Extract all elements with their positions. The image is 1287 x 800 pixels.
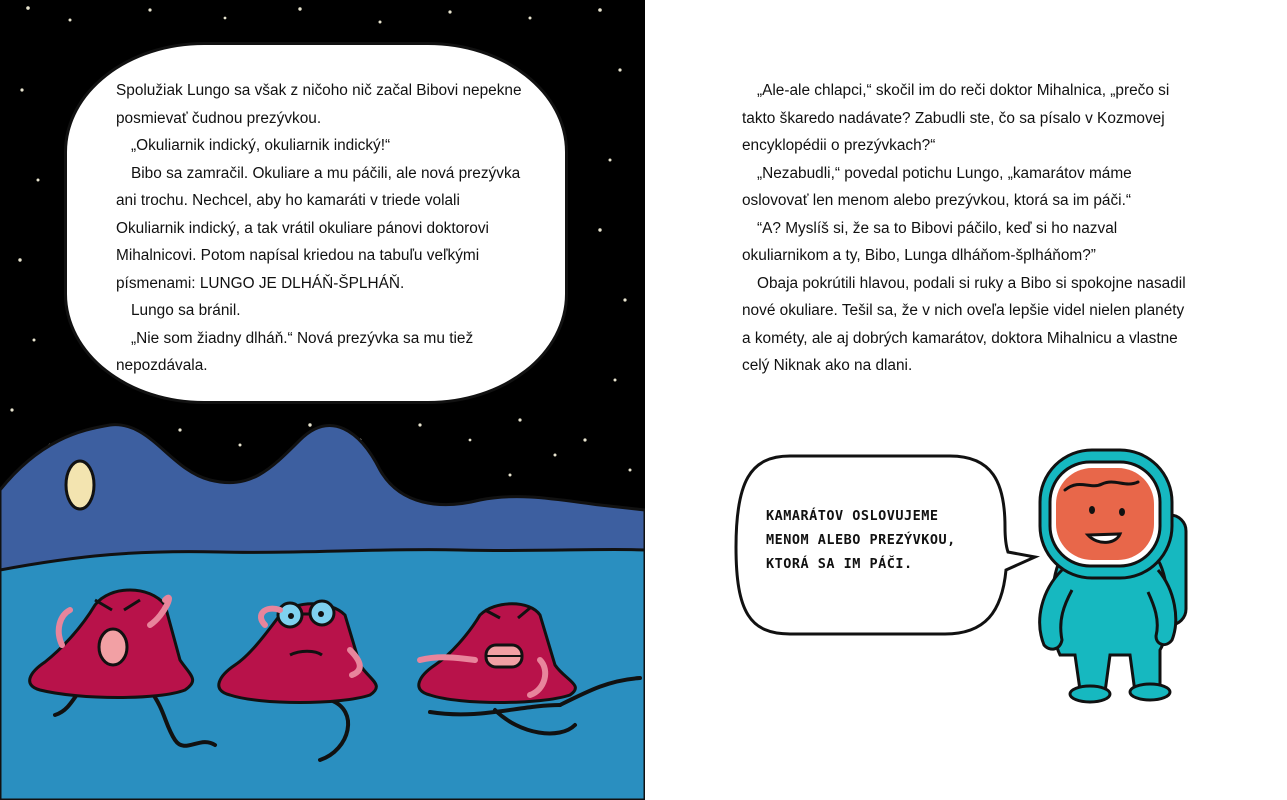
- speech-bubble-text: [766, 504, 1006, 576]
- paragraph: Spolužiak Lungo sa však z ničoho nič začal Bibovi nepekne posmievať čudnou prezývkou.: [116, 82, 522, 127]
- left-page-text: [116, 77, 526, 380]
- paragraph: Bibo sa zamračil. Okuliare a mu páčili, ale nová prezývka ani trochu. Nechcel, aby ho kamaráti v triede volali Okuliarnik indický, a tak vrátil okuliare pánovi doktorovi Mihalnicovi. Potom napísal kriedou na tabuľu veľkými písmenami: LUNGO JE DLHÁŇ-ŠPLHÁŇ.: [116, 164, 521, 292]
- paragraph: “A? Myslíš si, že sa to Bibovi páčilo, keď si ho nazval okuliarnikom a ty, Bibo, Lunga dlháňom-šplháňom?”: [742, 219, 1118, 264]
- speech-line: KAMARÁTOV OSLOVUJEME: [766, 508, 939, 524]
- speech-line: MENOM ALEBO PREZÝVKOU,: [766, 532, 956, 548]
- paragraph: Obaja pokrútili hlavou, podali si ruky a Bibo si spokojne nasadil nové okuliare. Tešil sa, že v nich oveľa lepšie videl nielen planéty a kométy, ale aj dobrých kamarátov, doktora Mihalnicu a vlastne celý Niknak ako na dlani.: [742, 274, 1186, 374]
- paragraph: „Nie som žiadny dlháň.“ Nová prezývka sa mu tiež nepozdávala.: [116, 329, 474, 374]
- speech-line: KTORÁ SA IM PÁČI.: [766, 556, 913, 572]
- paragraph: Lungo sa bránil.: [131, 302, 241, 319]
- paragraph: „Nezabudli,“ povedal potichu Lungo, „kamarátov máme oslovovať len menom alebo prezývkou, ktorá sa im páči.“: [742, 164, 1132, 209]
- moon: [66, 461, 94, 509]
- paragraph: „Ale-ale chlapci,“ skočil im do reči doktor Mihalnica, „prečo si takto škaredo nadávate? Zabudli ste, čo sa písalo v Kozmovej encyklopédii o prezývkach?“: [742, 82, 1170, 154]
- right-page-text: [742, 77, 1192, 380]
- paragraph: „Okuliarnik indický, okuliarnik indický!“: [131, 137, 391, 154]
- astronaut-illustration: [1020, 440, 1200, 710]
